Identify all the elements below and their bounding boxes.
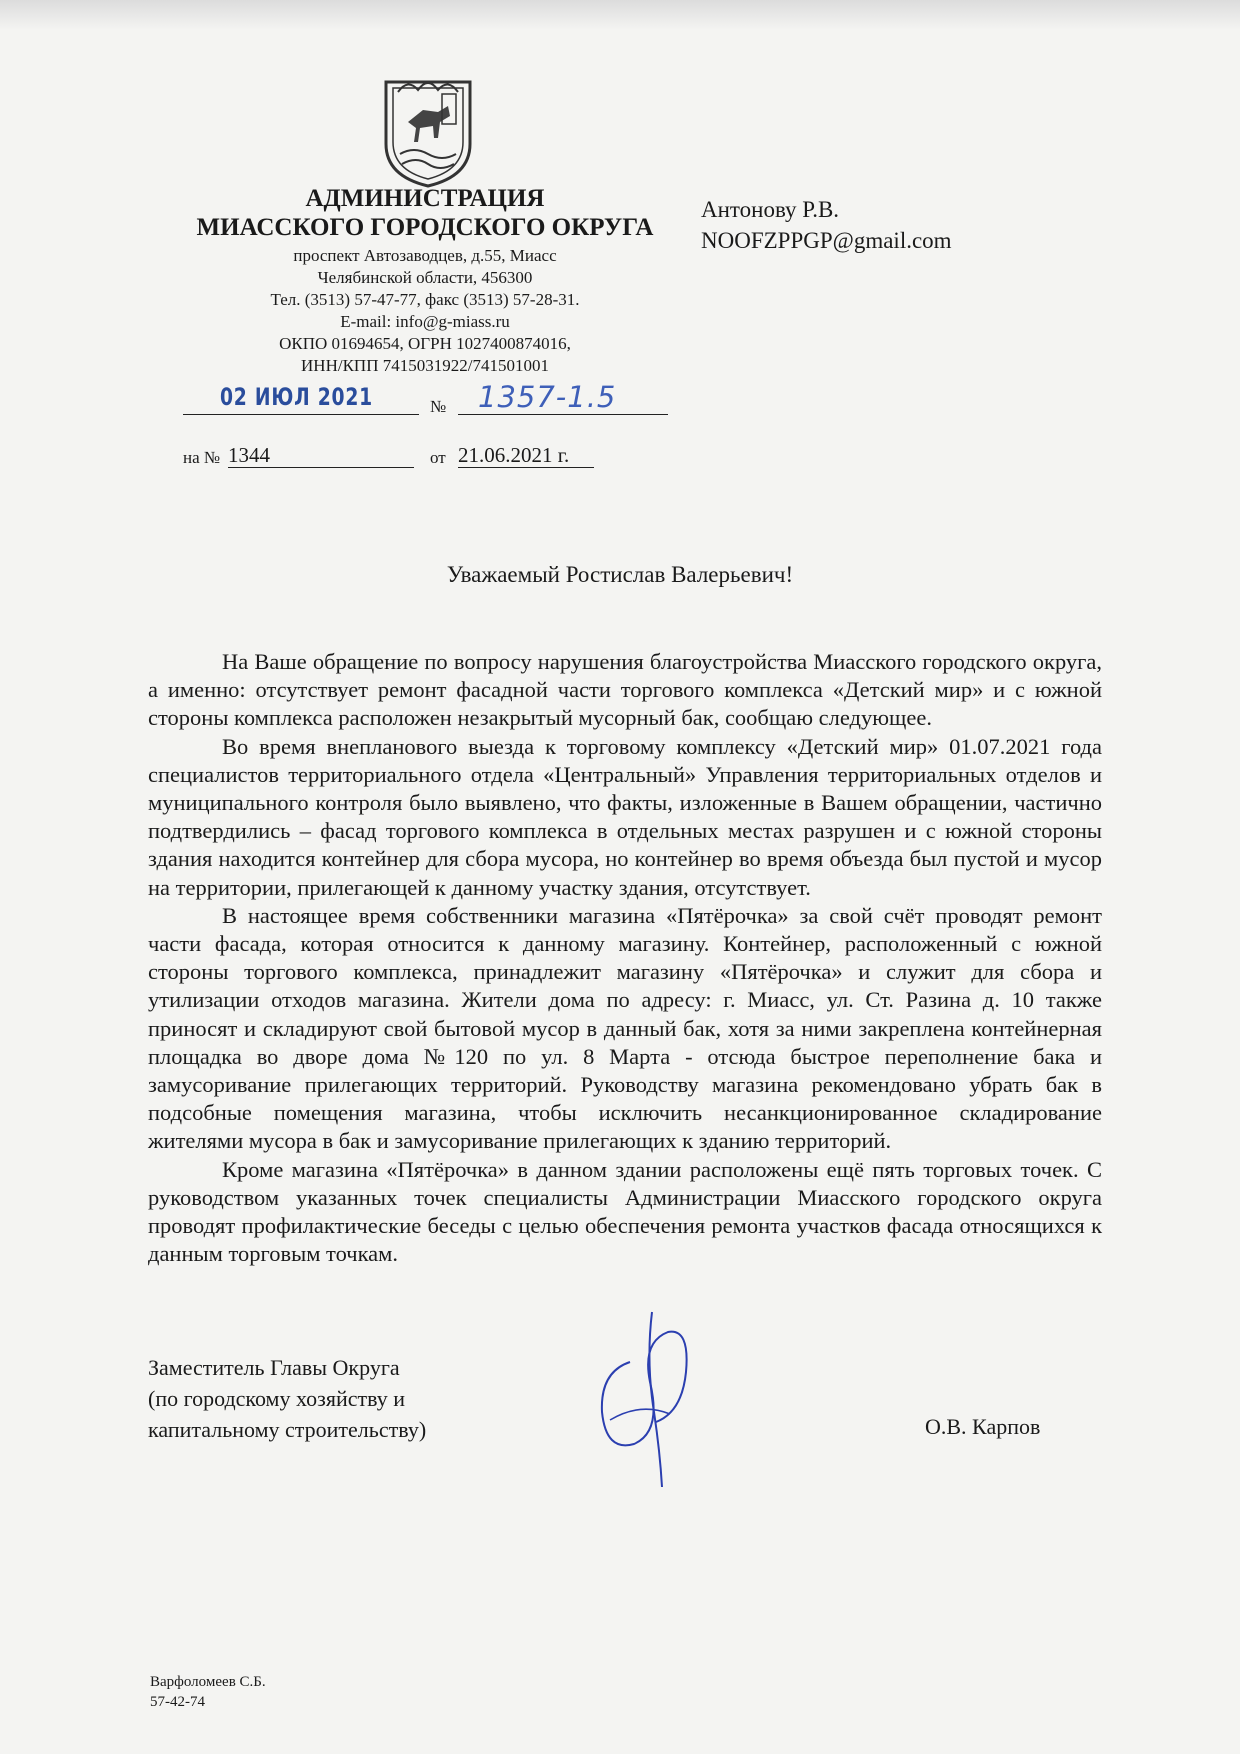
recipient-block [701,194,952,256]
registration-number: 1357-1.5 [478,380,617,414]
signer-position [148,1352,426,1445]
date-underline [183,414,419,415]
ref-number: 1344 [228,443,270,467]
body-paragraph-2: Во время внепланового выезда к торговому комплексу «Детский мир» 01.07.2021 года специалистов территориального отдела «Центральный» Управления территориальных отделов и муниципального контроля было выявлено, что факты, изложенные в Вашем обращении, частично подтвердились – фасад торгового комплекса в отдельных местах разрушен и с южной стороны здания находится контейнер для сбора мусора, но контейнер во время объезда был пустой и мусор на территории, прилегающей к данному участку здания, отсутствует. [148,733,1102,900]
recipient-email: NOOFZPPGP@gmail.com [701,228,952,253]
org-name-line2: МИАССКОГО ГОРОДСКОГО ОКРУГА [196,214,654,241]
body-paragraph-3: В настоящее время собственники магазина «Пятёрочка» за свой счёт проводят ремонт части фасада, которая относится к данному магазину. Контейнер, расположенный с южной стороны торгового комплекса, принадлежит магазину «Пятёрочка» и служит для сбора и утилизации отходов магазина. Жители дома по адресу: г. Миасс, ул. Ст. Разина д. 10 также приносят и складируют свой бытовой мусор в данный бак, хотя за ними закреплена контейнерная площадка во дворе дома №120 по ул. 8 Марта - отсюда быстрое переполнение бака и замусоривание прилегающих территорий. Руководству магазина рекомендовано убрать бак в подсобные помещения магазина, чтобы исключить несанкционированное складирование жителями мусора в бак и замусоривание прилегающих к зданию территорий. [148,902,1102,1154]
signer-name: О.В. Карпов [925,1414,1041,1439]
body-paragraph-4: Кроме магазина «Пятёрочка» в данном здании расположены ещё пять торговых точек. С руководством указанных точек специалисты Администрации Миасского городского округа проводят профилактические беседы с целью обеспечения ремонта участков фасада относящихся к данным торговым точкам. [148,1156,1102,1267]
handwritten-signature [590,1302,720,1492]
signer-position-line1: Заместитель Главы Округа [148,1355,400,1380]
recipient-name: Антонову Р.В. [701,197,840,222]
signer-position-line2: (по городскому хозяйству и [148,1386,406,1411]
signer-position-line3: капитальному строительству) [148,1417,427,1442]
address-line1: проспект Автозаводцев, д.55, Миасс [293,246,557,265]
letter-body [148,648,1102,1268]
salutation: Уважаемый Ростислав Валерьевич! [446,562,794,587]
ref-number-label: на № [183,448,221,467]
organization-header [160,184,690,377]
body-paragraph-1: На Ваше обращение по вопросу нарушения благоустройства Миасского городского округа, а именно: отсутствует ремонт фасадной части торгового комплекса «Детский мир» и с южной стороны комплекса расположен незакрытый мусорный бак, сообщаю следующее. [148,649,1102,731]
executor-name: Варфоломеев С.Б. [150,1674,266,1690]
executor-block [150,1672,266,1712]
date-stamp: 02 ИЮЛ 2021 [220,383,373,411]
org-name-line1: АДМИНИСТРАЦИЯ [305,185,545,212]
coat-of-arms-emblem [378,72,478,190]
scan-edge [0,0,1240,30]
ref-date: 21.06.2021 г. [458,443,570,467]
ref-date-underline [458,467,594,468]
ref-date-label: от [430,448,446,467]
codes-line2: ИНН/КПП 7415031922/741501001 [301,356,549,375]
number-underline [458,414,668,415]
executor-phone: 57-42-74 [150,1694,205,1710]
number-label: № [430,397,447,416]
phone-line: Тел. (3513) 57-47-77, факс (3513) 57-28-31. [270,290,580,309]
codes-line1: ОКПО 01694654, ОГРН 1027400874016, [279,334,571,353]
email-line: E-mail: info@g-miass.ru [340,312,510,331]
ref-number-underline [228,467,414,468]
address-line2: Челябинской области, 456300 [317,268,533,287]
